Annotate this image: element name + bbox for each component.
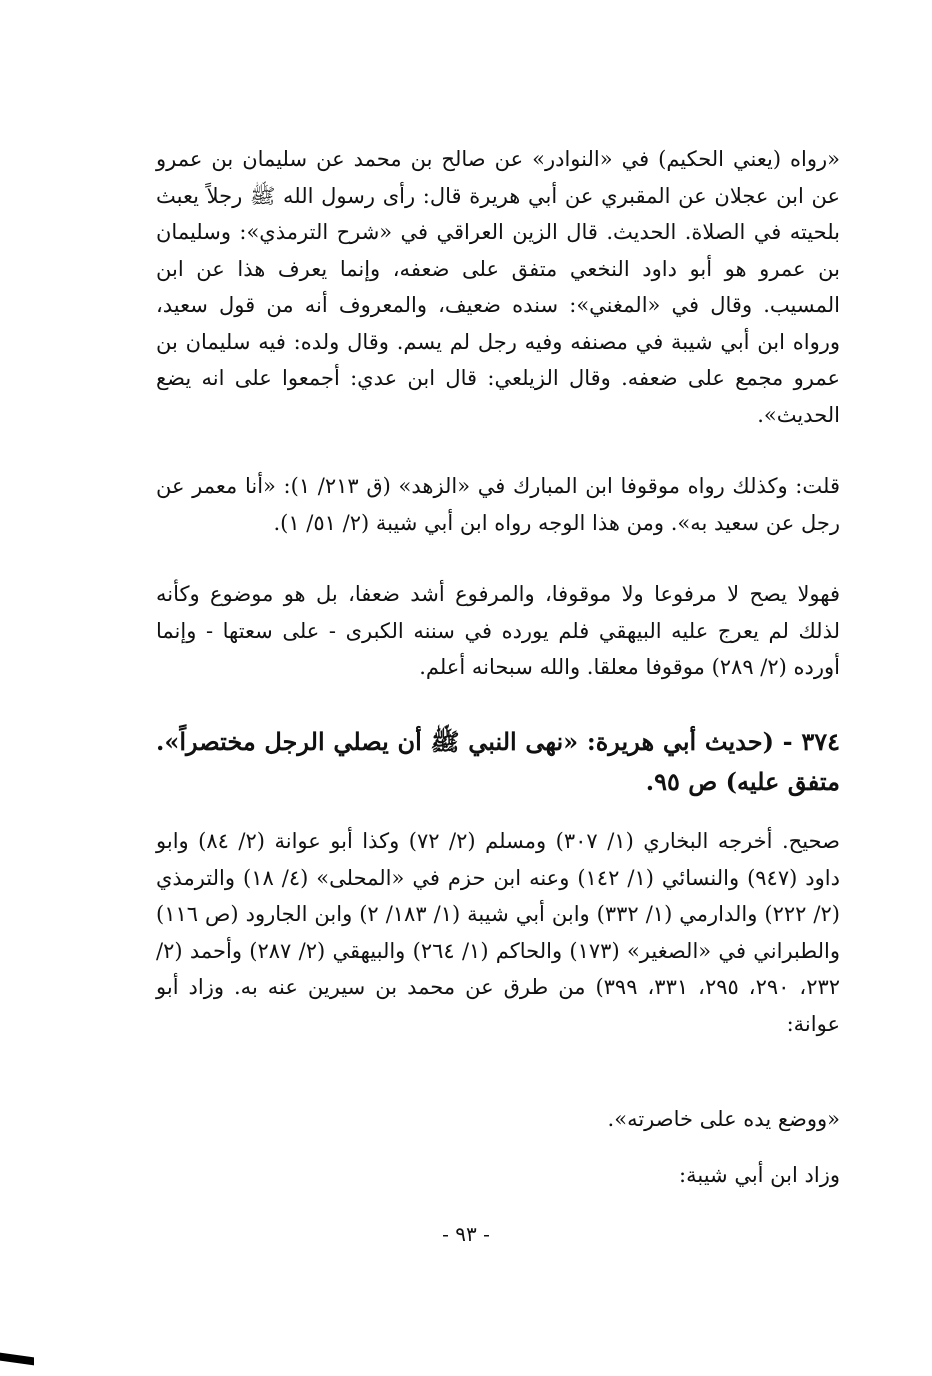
paragraph-verdict <box>156 576 840 686</box>
paragraph-takhrij <box>156 823 840 1042</box>
paragraph-text: «ووضع يده على خاصرته». <box>607 1107 840 1131</box>
paragraph-text: وزاد ابن أبي شيبة: <box>679 1163 840 1187</box>
hadith-heading-374 <box>156 722 840 802</box>
paragraph-addition-quote <box>156 1101 840 1138</box>
paragraph-ibn-mubarak <box>156 468 840 541</box>
hadith-text: ٣٧٤ - (حديث أبي هريرة: «نهى النبي ﷺ أن يصلي الرجل مختصراً». متفق عليه) ص ٩٥. <box>156 727 840 796</box>
paragraph-text: صحيح. أخرجه البخاري (١/ ٣٠٧) ومسلم (٢/ ٧٢) وكذا أبو عوانة (٢/ ٨٤) وابو داود (٩٤٧) والنسائي (١/ ١٤٢) وعنه ابن حزم في «المحلى» (٤/ ١٨) والترمذي (٢/ ٢٢٢) والدارمي (١/ ٣٣٢) وابن أبي شيبة (١/ ١٨٣/ ٢) وابن الجارود (ص ١١٦) والطبراني في «الصغير» (١٧٣) والحاكم (١/ ٢٦٤) والبيهقي (٢/ ٢٨٧) وأحمد (٢/ ٢٣٢، ٢٩٠، ٢٩٥، ٣٣١، ٣٩٩) من طرق عن محمد بن سيرين عنه به. وزاد أبو عوانة: <box>156 829 841 1036</box>
scan-edge-mark <box>0 1353 34 1366</box>
paragraph-addition-ibn-abi-shayba <box>156 1157 840 1194</box>
paragraph-text: قلت: وكذلك رواه موقوفا ابن المبارك في «الزهد» (ق ٢١٣/ ١): «أنا معمر عن رجل عن سعيد به». ومن هذا الوجه رواه ابن أبي شيبة (٢/ ٥١/ ١). <box>156 474 840 535</box>
page-number: - ٩٣ - <box>442 1222 490 1246</box>
paragraph-text: «رواه (يعني الحكيم) في «النوادر» عن صالح بن محمد عن سليمان بن عمرو عن ابن عجلان عن المقبري عن أبي هريرة قال: رأى رسول الله ﷺ رجلاً يعبث بلحيته في الصلاة. الحديث. قال الزين العراقي في «شرح الترمذي»: وسليمان بن عمرو هو أبو داود النخعي متفق على ضعفه، وإنما يعرف هذا عن ابن المسيب. وقال في «المغني»: سنده ضعيف، والمعروف أنه من قول سعيد، ورواه ابن أبي شيبة في مصنفه وفيه رجل لم يسم. وقال ولده: فيه سليمان بن عمرو مجمع على ضعفه. وقال الزيلعي: قال ابن عدي: أجمعوا على انه يضع الحديث». <box>156 147 840 427</box>
paragraph-quote-hakim <box>156 141 840 433</box>
paragraph-text: فهولا يصح لا مرفوعا ولا موقوفا، والمرفوع أشد ضعفا، بل هو موضوع وكأنه لذلك لم يعرج عليه البيهقي فلم يورده في سننه الكبرى - على سعتها - وإنما أورده (٢/ ٢٨٩) موقوفا معلقا. والله سبحانه أعلم. <box>156 582 840 679</box>
